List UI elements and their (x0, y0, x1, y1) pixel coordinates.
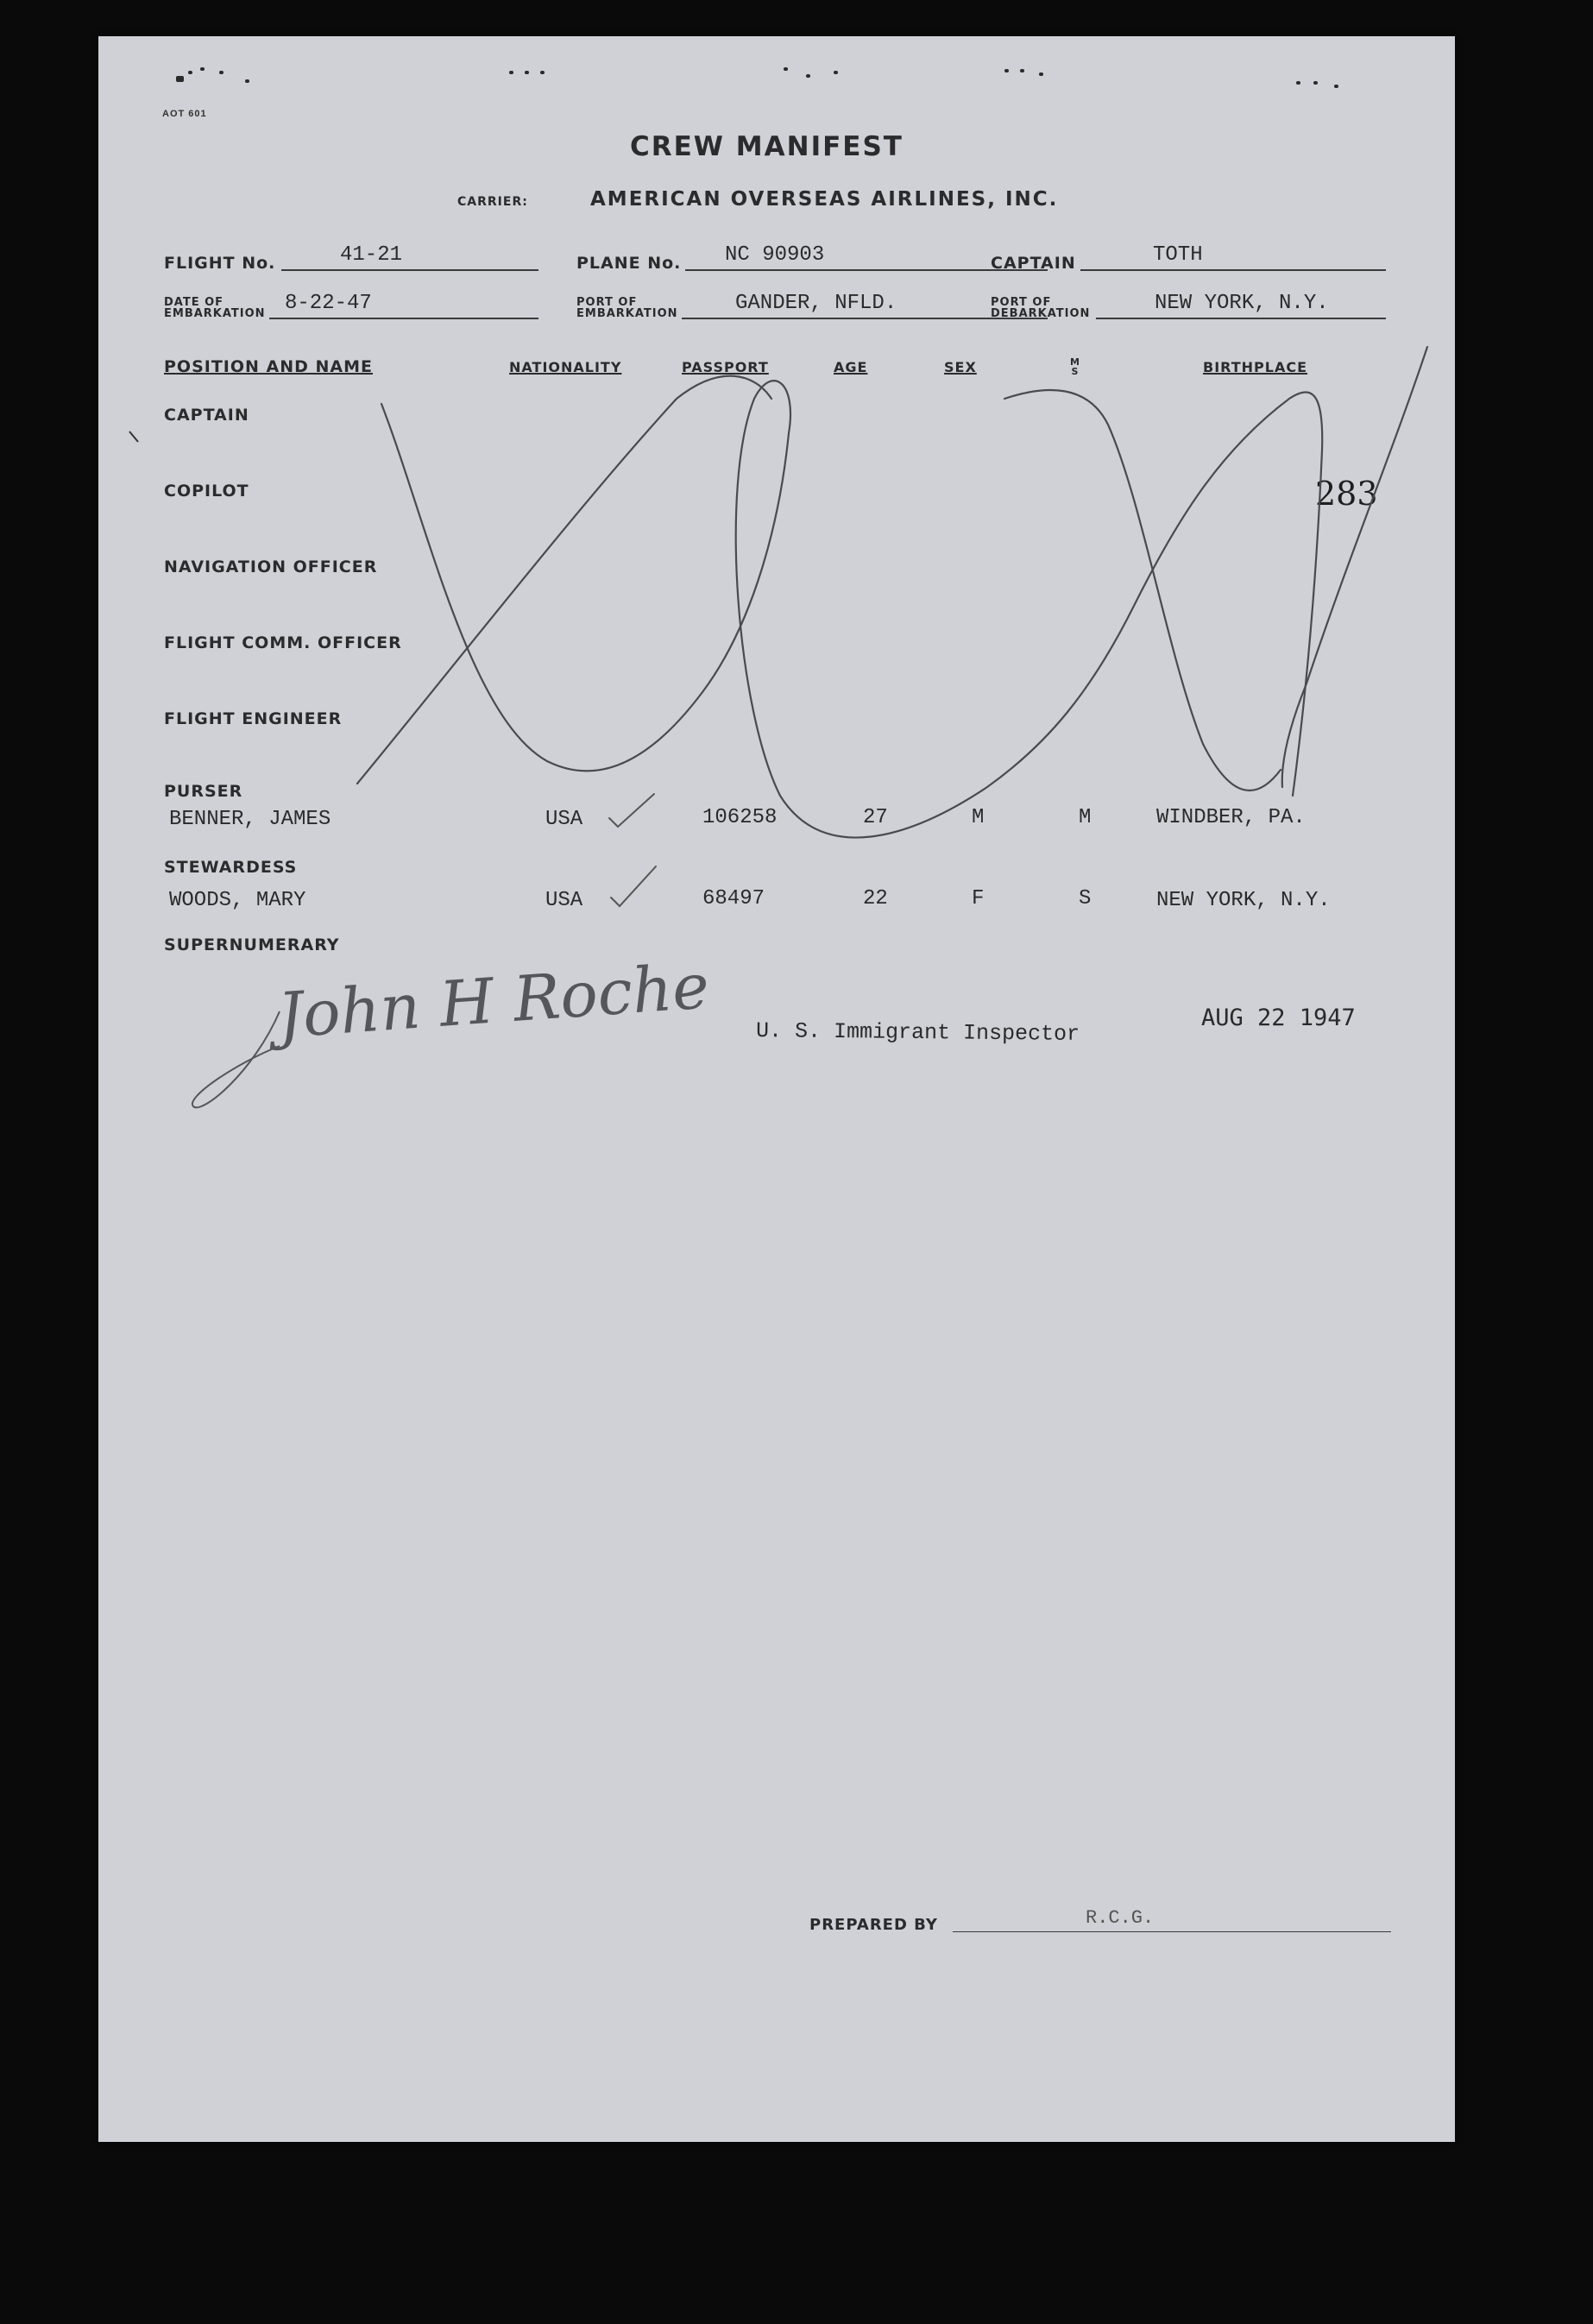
form-code: AOT 601 (162, 109, 207, 119)
date-label-line2: EMBARKATION (164, 307, 266, 320)
crew-2-nationality: USA (545, 889, 583, 912)
port-deb-label-line1: PORT OF (991, 296, 1052, 309)
port-deb-label-line2: DEBARKATION (991, 307, 1091, 320)
position-flight-comm-officer: FLIGHT COMM. OFFICER (164, 633, 402, 652)
col-passport: PASSPORT (682, 359, 769, 375)
crew-1-name: BENNER, JAMES (169, 808, 331, 831)
port-emb-label-line1: PORT OF (576, 296, 638, 309)
date-label-line1: DATE OF (164, 296, 224, 309)
col-marital-line2: S (1071, 366, 1080, 377)
flight-no-label: FLIGHT No. (164, 254, 276, 273)
plane-no-label: PLANE No. (576, 254, 682, 273)
manifest-page (98, 36, 1455, 2142)
captain-label: CAPTAIN (991, 254, 1076, 273)
crew-1-marital: M (1079, 806, 1092, 829)
crew-2-age: 22 (863, 887, 888, 910)
col-birthplace: BIRTHPLACE (1203, 359, 1308, 375)
inspector-signature (192, 949, 711, 1107)
crew-2-birthplace: NEW YORK, N.Y. (1156, 889, 1331, 912)
position-flight-engineer: FLIGHT ENGINEER (164, 709, 343, 728)
carrier-name: AMERICAN OVERSEAS AIRLINES, INC. (590, 188, 1059, 211)
prepared-by-value: R.C.G. (1086, 1907, 1155, 1929)
position-stewardess: STEWARDESS (164, 858, 298, 877)
crew-1-sex: M (972, 806, 985, 829)
col-sex: SEX (944, 359, 977, 375)
margin-tick (129, 431, 138, 442)
crew-1-birthplace: WINDBER, PA. (1156, 806, 1306, 829)
signature-text: John H Roche (275, 949, 712, 1052)
inspection-date-stamp: AUG 22 1947 (1201, 1005, 1356, 1031)
port-debarkation-value: NEW YORK, N.Y. (1155, 292, 1329, 315)
check-marks (609, 794, 656, 906)
prepared-by-label: PREPARED BY (809, 1916, 938, 1934)
position-supernumerary: SUPERNUMERARY (164, 935, 340, 954)
port-embarkation-value: GANDER, NFLD. (735, 292, 897, 315)
cancellation-scribble (357, 347, 1427, 838)
col-marital-line1: M (1070, 356, 1080, 368)
crew-2-marital: S (1079, 887, 1092, 910)
col-age: AGE (834, 359, 868, 375)
crew-2-name: WOODS, MARY (169, 889, 306, 912)
pencil-markings (98, 36, 1455, 2142)
crew-2-sex: F (972, 887, 985, 910)
page-stamp-number: 283 (1315, 475, 1378, 513)
crew-1-nationality: USA (545, 808, 583, 831)
carrier-label: CARRIER: (457, 195, 528, 209)
captain-value: TOTH (1153, 243, 1203, 267)
flight-no-value: 41-21 (340, 243, 403, 267)
col-nationality: NATIONALITY (509, 359, 622, 375)
position-copilot: COPILOT (164, 482, 249, 501)
position-captain: CAPTAIN (164, 406, 249, 425)
inspector-title: U. S. Immigrant Inspector (755, 1018, 1080, 1047)
crew-2-passport: 68497 (702, 887, 765, 910)
position-purser: PURSER (164, 782, 243, 801)
date-value: 8-22-47 (285, 292, 372, 315)
crew-1-passport: 106258 (702, 806, 778, 829)
position-navigation-officer: NAVIGATION OFFICER (164, 557, 378, 576)
document-title: CREW MANIFEST (630, 131, 904, 162)
col-position-and-name: POSITION AND NAME (164, 357, 374, 376)
crew-1-age: 27 (863, 806, 888, 829)
port-emb-label-line2: EMBARKATION (576, 307, 678, 320)
plane-no-value: NC 90903 (725, 243, 825, 267)
